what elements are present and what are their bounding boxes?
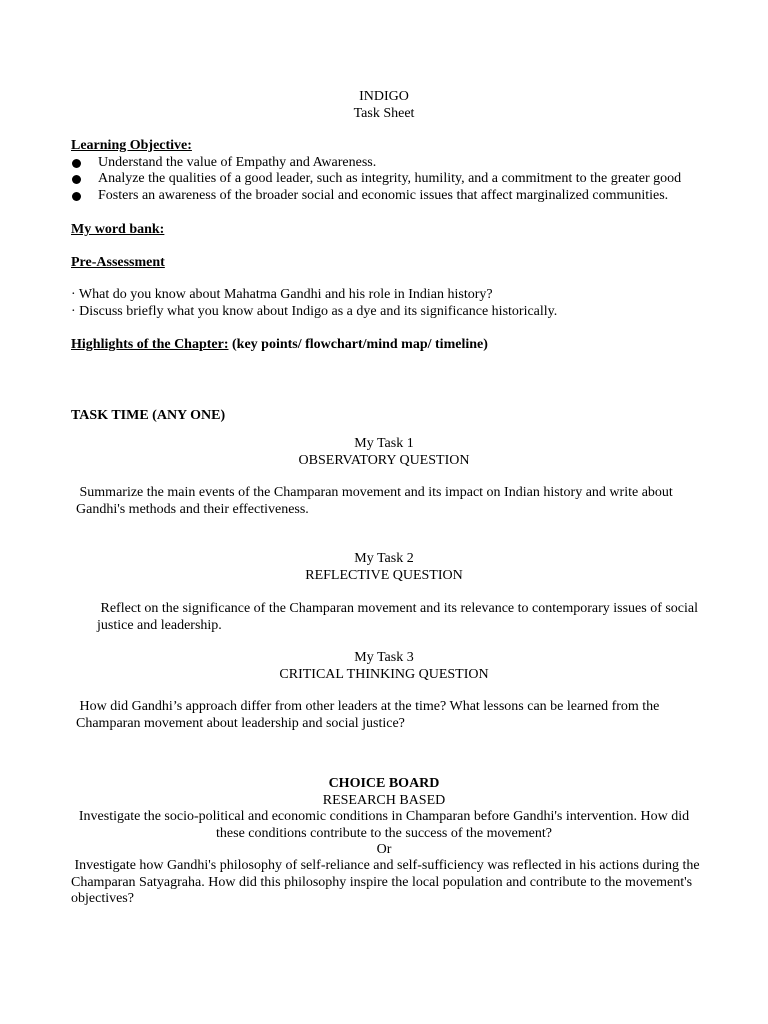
list-item: Fosters an awareness of the broader social and economic issues that affect marginalized communities. xyxy=(71,188,711,205)
task-type: CRITICAL THINKING QUESTION xyxy=(279,666,489,682)
choice-board-section xyxy=(0,776,768,859)
learning-objective-heading: Learning Objective: xyxy=(71,138,192,153)
pre-assessment-questions xyxy=(71,287,711,320)
choice-board-heading: CHOICE BOARD xyxy=(328,776,440,791)
choice-separator: Or xyxy=(376,842,392,857)
learning-objective-list xyxy=(71,155,711,205)
learning-objective-section xyxy=(71,138,711,204)
pre-assessment-heading: Pre-Assessment xyxy=(71,255,165,270)
title: INDIGO xyxy=(359,89,409,104)
task-2-question: Reflect on the significance of the Champaran movement and its relevance to contemporary issues of social justice and leadership. xyxy=(97,601,699,633)
choice-option-2: Investigate how Gandhi's philosophy of self-reliance and self-sufficiency was reflected in his actions during the Champaran Satyagraha. How did this philosophy inspire the local population and contribute to the movement's objectives? xyxy=(71,858,700,906)
task-3-question: How did Gandhi’s approach differ from other leaders at the time? What lessons can be learned from the Champaran movement about leadership and social justice? xyxy=(76,699,660,731)
highlights-heading: Highlights of the Chapter: xyxy=(71,337,229,352)
subtitle: Task Sheet xyxy=(353,105,415,121)
task-type: OBSERVATORY QUESTION xyxy=(298,452,470,468)
document-title xyxy=(0,89,768,122)
bullet-icon xyxy=(72,192,81,201)
task-2-header xyxy=(0,551,768,584)
highlights-section xyxy=(71,337,711,354)
task-3-header xyxy=(0,650,768,683)
list-item: Understand the value of Empathy and Awareness. xyxy=(71,155,711,172)
pre-assessment-question: · What do you know about Mahatma Gandhi and his role in Indian history? xyxy=(71,287,493,302)
bullet-icon xyxy=(72,159,81,168)
highlights-suffix: (key points/ flowchart/mind map/ timeline) xyxy=(228,337,488,352)
task-1-question: Summarize the main events of the Champaran movement and its impact on Indian history and write about Gandhi's methods and their effectiveness. xyxy=(76,485,673,517)
choice-option-1: these conditions contribute to the success of the movement? xyxy=(216,825,552,841)
task-time-heading: TASK TIME (ANY ONE) xyxy=(71,408,226,423)
bullet-icon xyxy=(72,175,81,184)
task-label: My Task 2 xyxy=(354,551,414,566)
choice-board-subheading: RESEARCH BASED xyxy=(322,792,446,808)
list-item: Analyze the qualities of a good leader, such as integrity, humility, and a commitment to the greater good xyxy=(71,171,711,188)
word-bank-heading: My word bank: xyxy=(71,222,165,237)
task-label: My Task 1 xyxy=(354,436,414,451)
pre-assessment-question: · Discuss briefly what you know about Indigo as a dye and its significance historically. xyxy=(71,303,558,319)
task-type: REFLECTIVE QUESTION xyxy=(305,567,463,583)
choice-option-1: Investigate the socio-political and economic conditions in Champaran before Gandhi's intervention. How did xyxy=(78,809,690,824)
task-label: My Task 3 xyxy=(354,650,414,665)
task-1-header xyxy=(0,436,768,469)
